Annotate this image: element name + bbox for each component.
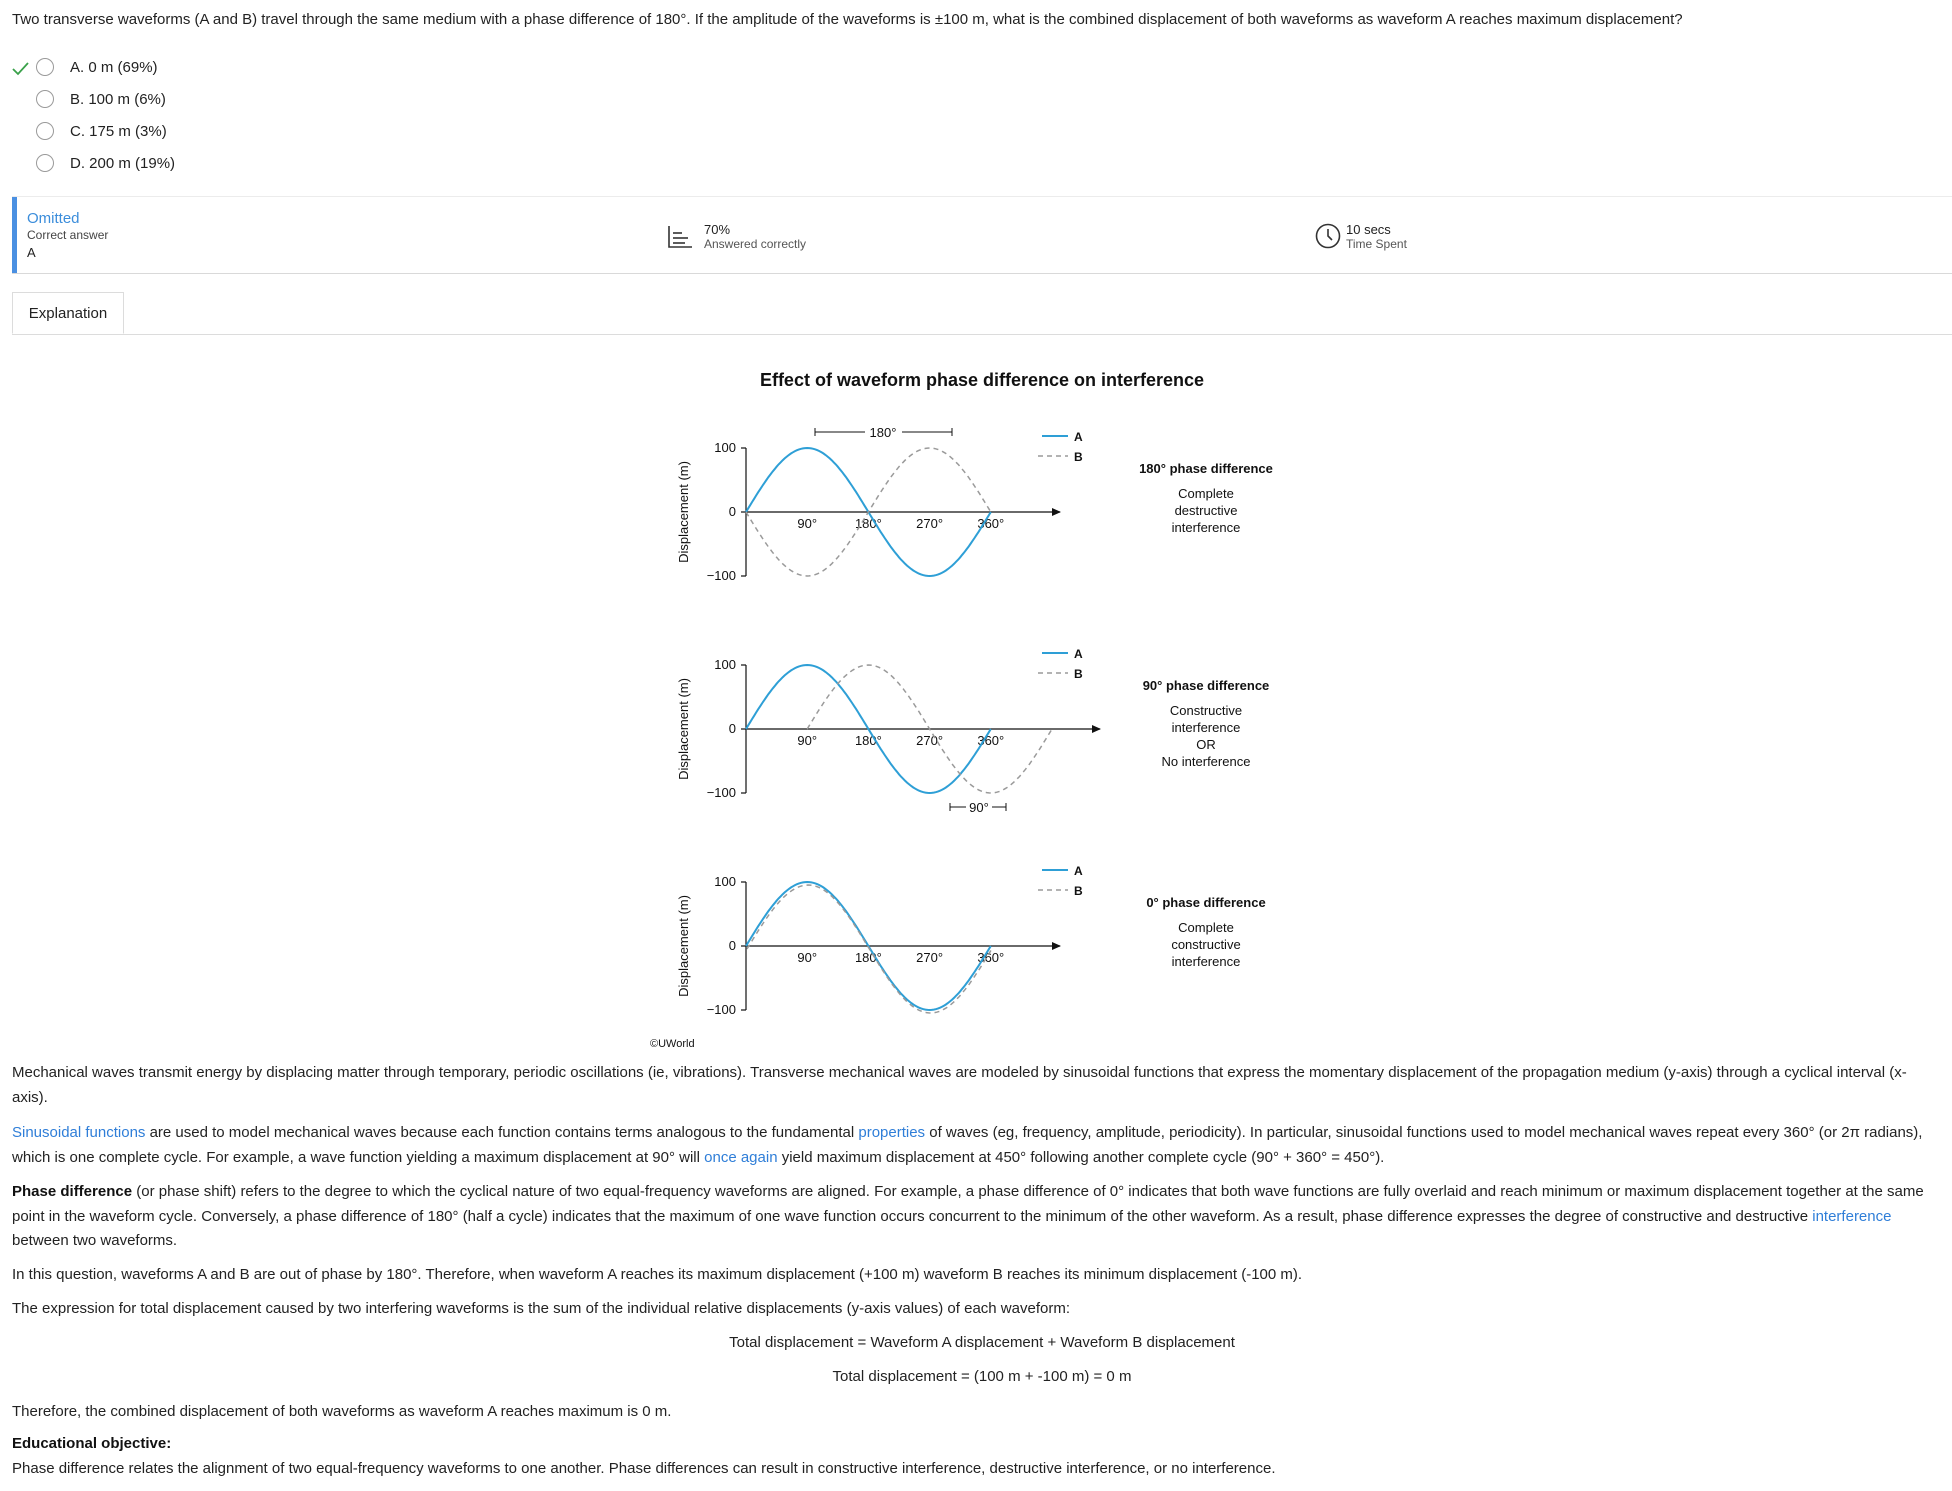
x-axis-arrowhead (1052, 508, 1061, 516)
answer-option-a[interactable] (10, 52, 310, 84)
phase-bracket-label: 90° (969, 800, 989, 815)
x-tick-label: 360° (977, 516, 1005, 531)
time-spent-value: 10 secs (1346, 222, 1391, 237)
objective-text: Phase difference relates the alignment of two equal-frequency waveforms to one another. Phase differences can result in constructive interference, destructive interference, or no interference. (12, 1460, 1276, 1477)
tab-bar (12, 292, 1952, 335)
question-text: Two transverse waveforms (A and B) travel through the same medium with a phase difference of 180°. If the amplitude of the waveforms is ±100 m, what is the combined displacement of both waveforms as waveform A reaches maximum displacement? (12, 11, 1683, 28)
y-axis-label: Displacement (m) (676, 678, 691, 780)
x-axis-arrowhead (1052, 942, 1061, 950)
radio-button[interactable] (36, 122, 54, 140)
answer-label: B. 100 m (6%) (70, 91, 166, 108)
figure-copyright: ©UWorld (650, 1038, 695, 1050)
panel-heading: 180° phase difference (1139, 461, 1273, 476)
status-label: Omitted (27, 210, 80, 227)
check-icon (10, 58, 30, 78)
correct-answer-value: A (27, 245, 36, 260)
y-tick-label: −100 (706, 1002, 736, 1017)
panel-description-line: OR (1196, 737, 1216, 752)
explanation-paragraph-3: Phase difference (or phase shift) refers to the degree to which the cyclical nature of two equal-frequency waveforms are aligned. For example, a phase difference of 0° indicates that both wave functions are fully overlaid and reach minimum or maximum displacement together at the same point in the waveform cycle. Conversely, a phase difference of 180° (half a cycle) indicates that the maximum of one wave function occurs concurrent to the minimum of the other waveform. As a result, phase difference expresses the degree of constructive and destructive interference between two waveforms. (12, 1183, 1924, 1249)
panel-description-line: interference (1171, 954, 1241, 969)
result-stats-bar (12, 196, 1952, 274)
legend-a-label: A (1074, 647, 1083, 661)
legend-b-label: B (1074, 884, 1083, 898)
legend-b-label: B (1074, 450, 1083, 464)
bar-chart-icon (666, 223, 694, 251)
percent-correct-label: Answered correctly (704, 237, 807, 251)
percent-correct-value: 70% (704, 222, 731, 237)
answer-label: D. 200 m (19%) (70, 155, 176, 172)
answer-label: C. 175 m (3%) (70, 123, 167, 140)
panel-description-line: destructive (1174, 503, 1238, 518)
y-tick-label: 100 (714, 874, 736, 889)
radio-button[interactable] (36, 58, 54, 76)
correct-answer-label: Correct answer (27, 228, 109, 242)
panel-description-line: interference (1171, 720, 1241, 735)
y-axis-label: Displacement (m) (676, 895, 691, 997)
tab-explanation[interactable]: Explanation (12, 292, 124, 334)
answer-choices (10, 52, 310, 180)
explanation-paragraph-2: Sinusoidal functions are used to model mechanical waves because each function contains terms analogous to the fundamental properties of waves (eg, frequency, amplitude, periodicity). In particular, sinusoidal functions used to model mechanical waves repeat every 360° (or 2π radians), which is one complete cycle. For example, a wave function yielding a maximum displacement at 90° will once again yield maximum displacement at 450° following another complete cycle (90° + 360° = 450°). (12, 1124, 1923, 1166)
x-axis-arrowhead (1092, 725, 1101, 733)
panel-description-line: interference (1171, 520, 1241, 535)
panel-heading: 90° phase difference (1142, 678, 1270, 693)
panel-description-line: Complete (1178, 920, 1234, 935)
link-sinusoidal-functions[interactable]: Sinusoidal functions (12, 1124, 146, 1141)
equation-1: Total displacement = Waveform A displacement + Waveform B displacement (729, 1334, 1235, 1351)
x-tick-label: 90° (797, 733, 818, 748)
legend-a-label: A (1074, 430, 1083, 444)
y-tick-label: 0 (728, 504, 736, 519)
x-tick-label: 180° (854, 950, 882, 965)
figure-title: Effect of waveform phase difference on interference (759, 370, 1205, 390)
legend-b-label: B (1074, 667, 1083, 681)
phase-difference-figure (640, 410, 1320, 1030)
link-properties[interactable]: properties (858, 1124, 926, 1141)
answer-option-d[interactable] (10, 148, 310, 180)
x-tick-label: 180° (854, 733, 882, 748)
y-tick-label: 0 (728, 938, 736, 953)
explanation-paragraph-5: The expression for total displacement caused by two interfering waveforms is the sum of the individual relative displacements (y-axis values) of each waveform: (12, 1300, 1070, 1317)
wave-b-curve (747, 885, 992, 1013)
radio-button[interactable] (36, 154, 54, 172)
phase-bracket-label: 180° (869, 425, 897, 440)
y-tick-label: 100 (714, 440, 736, 455)
x-tick-label: 90° (797, 950, 818, 965)
y-tick-label: 100 (714, 657, 736, 672)
panel-description-line: No interference (1161, 754, 1251, 769)
answer-option-c[interactable] (10, 116, 310, 148)
y-tick-label: 0 (728, 721, 736, 736)
clock-icon (1314, 222, 1342, 250)
x-tick-label: 270° (916, 950, 944, 965)
link-once-again[interactable]: once again (704, 1148, 778, 1166)
panel-heading: 0° phase difference (1146, 895, 1266, 910)
radio-button[interactable] (36, 90, 54, 108)
time-spent-label: Time Spent (1346, 237, 1407, 251)
x-tick-label: 180° (854, 516, 882, 531)
explanation-conclusion: Therefore, the combined displacement of both waveforms as waveform A reaches maximum is 0 m. (12, 1403, 672, 1420)
answer-label: A. 0 m (69%) (70, 59, 158, 76)
panel-description-line: constructive (1171, 937, 1241, 952)
explanation-paragraph-1: Mechanical waves transmit energy by displacing matter through temporary, periodic oscillations (ie, vibrations). Transverse mechanical waves are modeled by sinusoidal functions that express the momentary displacement of the propagation medium (y-axis) through a cyclical interval (x-axis). (12, 1064, 1907, 1106)
status-accent-bar (12, 197, 17, 273)
x-tick-label: 270° (916, 733, 944, 748)
x-tick-label: 90° (797, 516, 818, 531)
x-tick-label: 360° (977, 733, 1005, 748)
panel-description-line: Complete (1178, 486, 1234, 501)
y-tick-label: −100 (706, 785, 736, 800)
x-tick-label: 270° (916, 516, 944, 531)
link-interference[interactable]: interference (1812, 1207, 1892, 1225)
answer-option-b[interactable] (10, 84, 310, 116)
x-tick-label: 360° (977, 950, 1005, 965)
panel-description-line: Constructive (1169, 703, 1243, 718)
y-tick-label: −100 (706, 568, 736, 583)
explanation-paragraph-4: In this question, waveforms A and B are out of phase by 180°. Therefore, when waveform A reaches its maximum displacement (+100 m) waveform B reaches its minimum displacement (-100 m). (12, 1266, 1303, 1283)
legend-a-label: A (1074, 864, 1083, 878)
objective-heading: Educational objective: (12, 1435, 172, 1452)
y-axis-label: Displacement (m) (676, 461, 691, 563)
equation-2: Total displacement = (100 m + -100 m) = 0 m (832, 1368, 1132, 1385)
